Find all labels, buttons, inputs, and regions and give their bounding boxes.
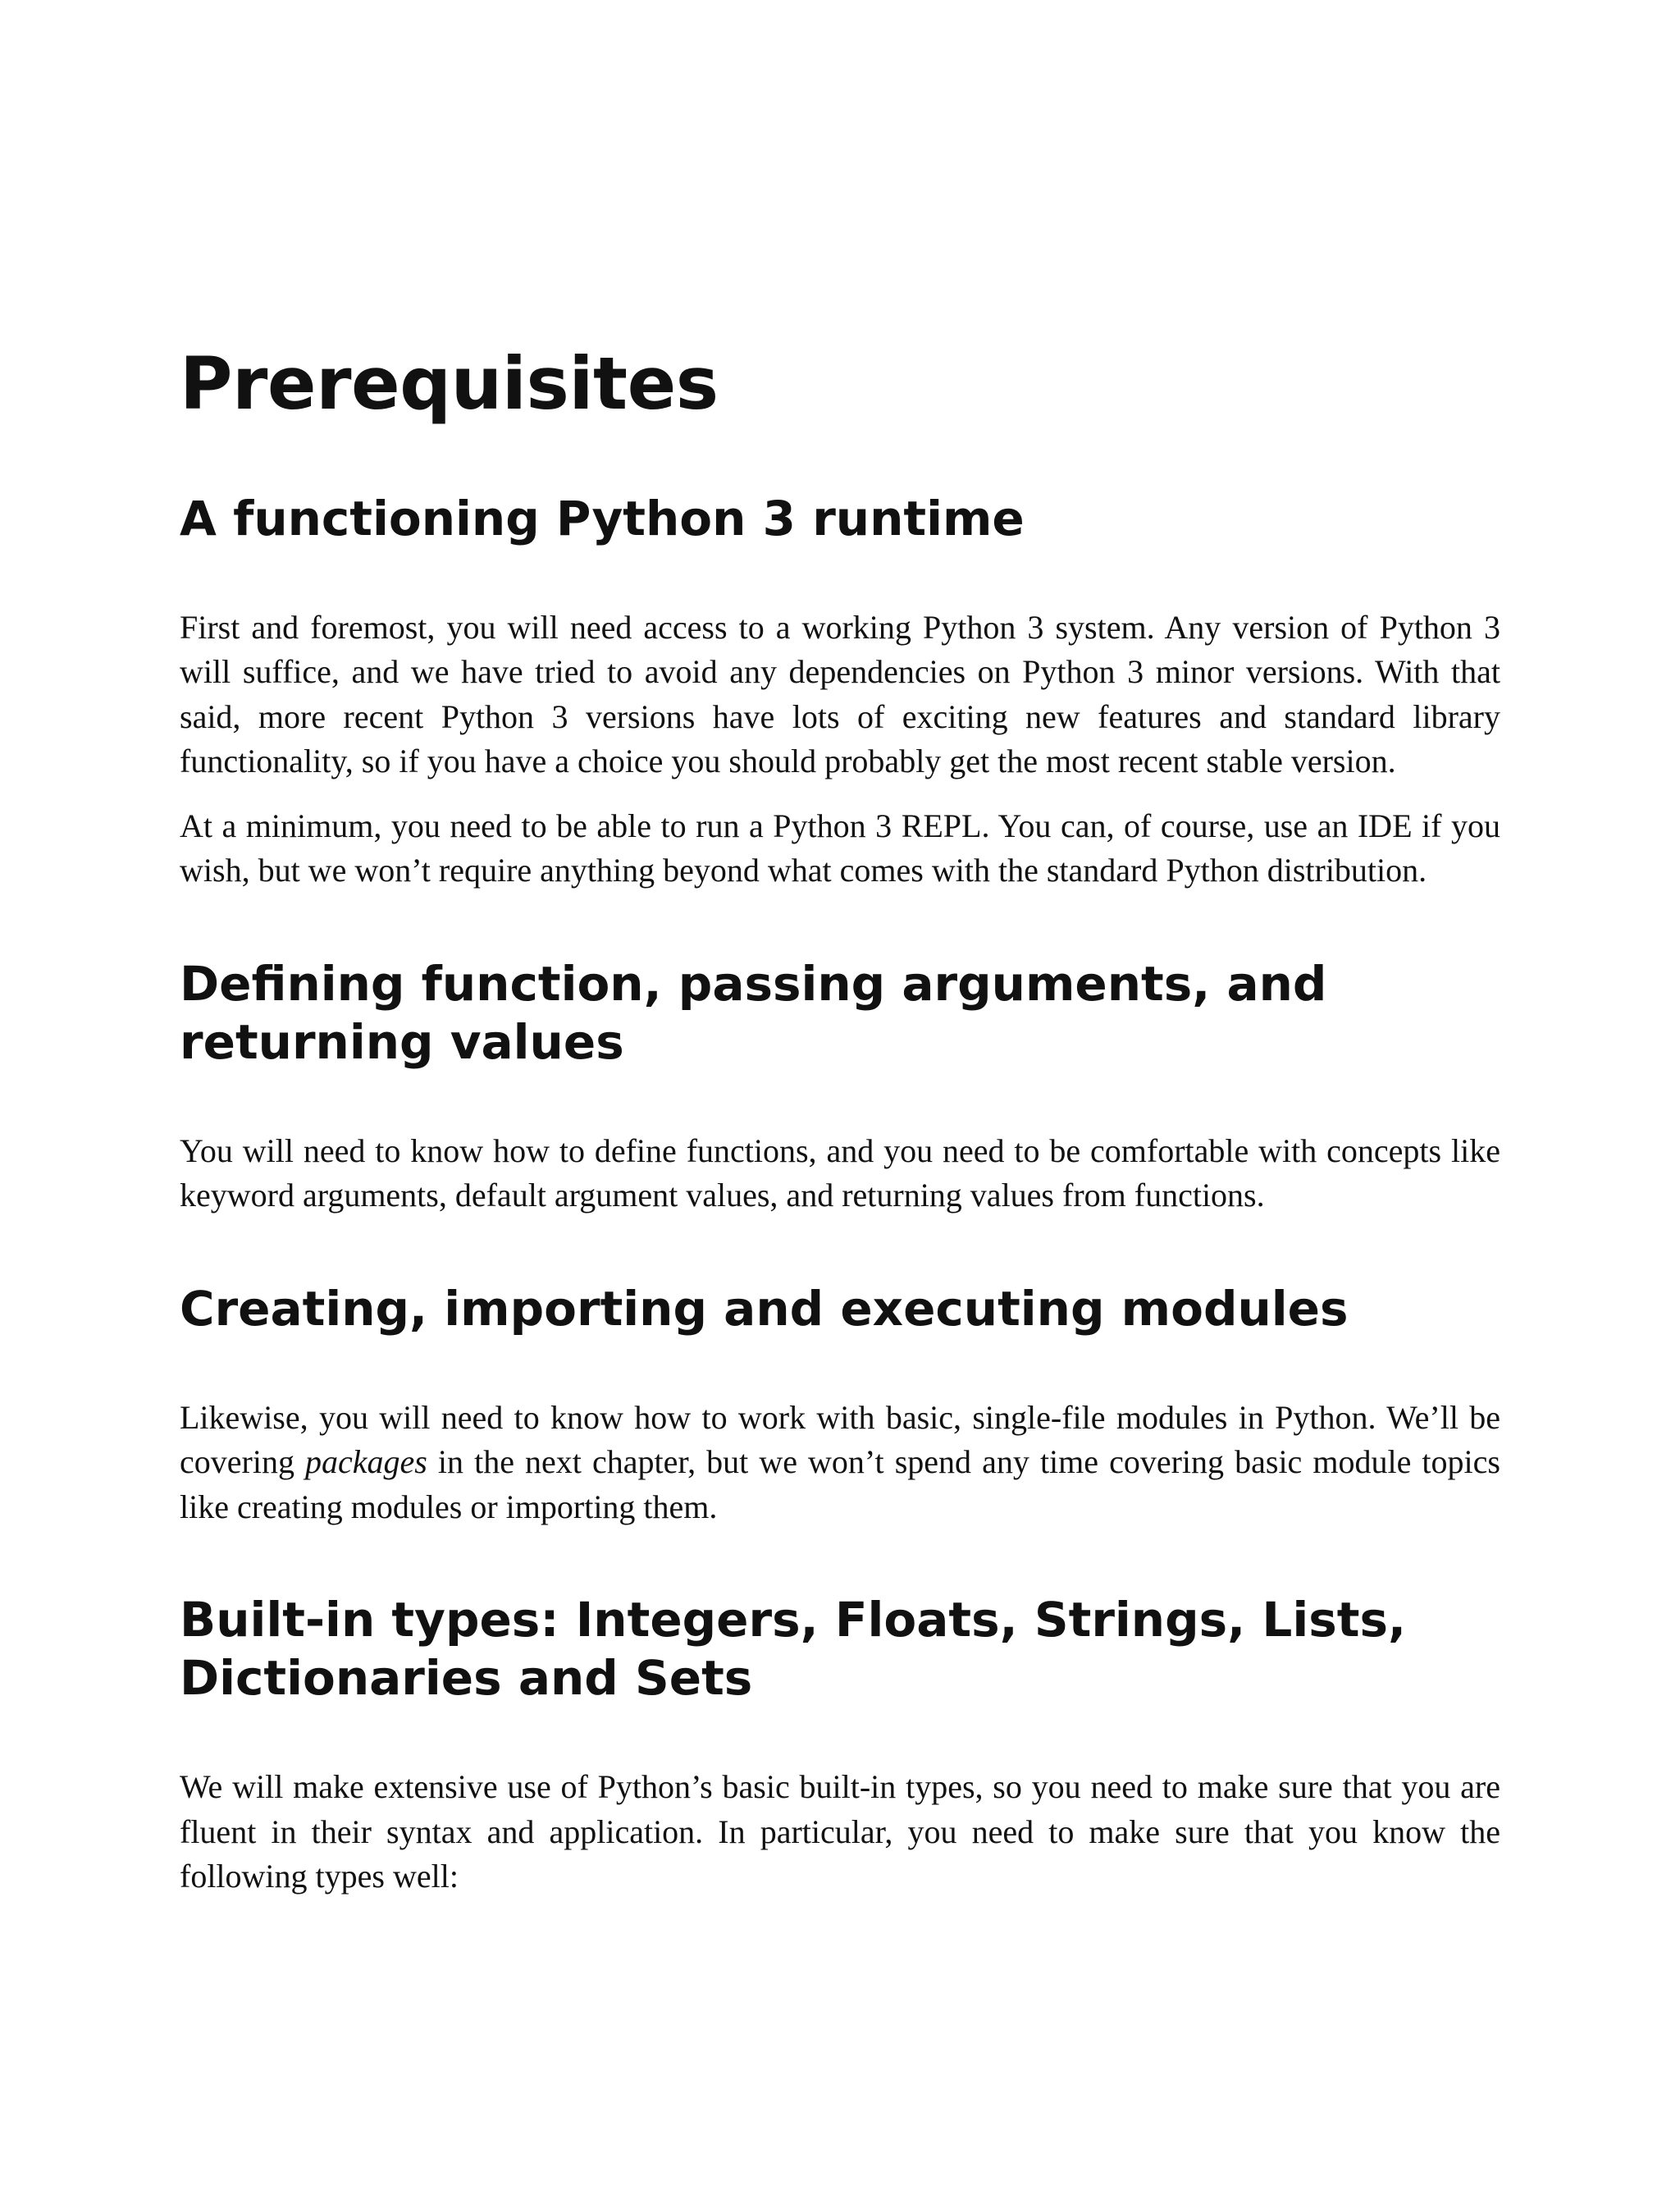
section-defining-functions [180,955,1500,1218]
paragraph-text: in the next chapter, but we won’t spend any time covering basic module topics like creating modules or importing them. [180,1443,1500,1525]
section-paragraph: You will need to know how to define functions, and you need to be comfortable with concepts like keyword arguments, default argument values, and returning values from functions. [180,1131,1500,1214]
section-paragraph: At a minimum, you need to be able to run a Python 3 REPL. You can, of course, use an IDE if you wish, but we won’t require anything beyond what comes with the standard Python distribution. [180,807,1500,889]
section-heading: Creating, importing and executing modules [180,1280,1349,1337]
section-builtin-types [180,1591,1500,1899]
section-python-runtime [180,490,1500,894]
section-heading: A functioning Python 3 runtime [180,490,1025,546]
paragraph-text: Likewise, you will need to know how to work with basic, single-file modules in Python. We’ll be covering [180,1398,1500,1481]
page-title: Prerequisites [180,341,719,426]
section-paragraph: We will make extensive use of Python’s basic built-in types, so you need to make sure that you are fluent in their syntax and application. In particular, you need to make sure that you know the following types well: [180,1768,1500,1895]
section-paragraph: First and foremost, you will need access to a working Python 3 system. Any version of Python 3 will suffice, and we have tried to avoid any dependencies on Python 3 minor versions. With that said, more recent Python 3 versions have lots of exciting new features and standard library functionality, so if you have a choice you should probably get the most recent stable version. [180,608,1500,780]
section-modules [180,1280,1500,1530]
section-paragraph [180,1396,1500,1530]
section-heading: Defining function, passing arguments, and returning values [180,955,1327,1070]
document-page [180,341,1500,1919]
emphasized-term: packages [305,1443,427,1481]
section-heading: Built-in types: Integers, Floats, Strings, Lists, Dictionaries and Sets [180,1592,1407,1707]
